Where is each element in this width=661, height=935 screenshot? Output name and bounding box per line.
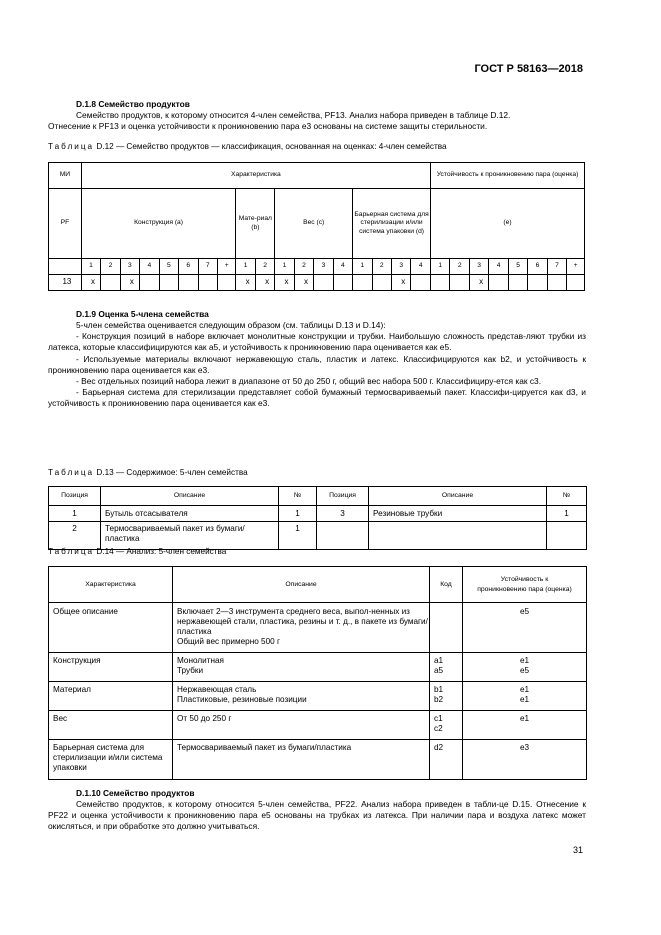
code-line: c1 — [434, 714, 443, 723]
cell-desc — [173, 603, 430, 653]
cell-desc — [173, 740, 430, 780]
num-cell: 4 — [411, 259, 431, 275]
mark-cell: x — [81, 275, 100, 291]
t12-number-row — [49, 259, 585, 275]
num-cell: 1 — [236, 259, 255, 275]
t13-h-no: № — [279, 487, 317, 506]
num-cell: 3 — [314, 259, 333, 275]
d110-line-1: Семейство продуктов, к которому относится 5-член семейства, PF22. Анализ набора приведен в табли-це D.15. Отнесение к PF22 и оценка устойчивости к проникновению пара e5 основаны на трубках из латекса. При наличии пара и воздуха латекс может окисляться, и при обработке это должно учитываться. — [48, 799, 586, 832]
cell-code — [430, 682, 463, 711]
desc-line: Включает 2—3 инструмента среднего веса, выпол-ненных из нержавеющей стали, пластика, резины и т. д., в пакете из бумаги/пластика — [177, 607, 428, 636]
code-line: a1 — [434, 656, 444, 665]
t12-blank-cell — [49, 259, 82, 275]
code-line: c2 — [434, 724, 443, 733]
cell-res — [463, 653, 587, 682]
section-d110-text — [48, 799, 586, 833]
res-line: e1 — [519, 685, 530, 694]
cell-desc — [173, 682, 430, 711]
table-row — [49, 711, 587, 740]
d19-line-2: - Конструкция позиций в наборе включает монолитные конструкции и трубки. Наибольшую сложность представ-ляют трубки из латекса, которые классифицируются как а5, и устойчивость к проникновению пара оценивается как e5. — [48, 331, 586, 353]
num-cell: 4 — [333, 259, 352, 275]
num-cell: 2 — [372, 259, 391, 275]
num-cell: 5 — [508, 259, 527, 275]
t14-h-desc: Описание — [173, 567, 430, 603]
desc-line: Нержавеющая сталь — [177, 685, 257, 694]
cell-code — [430, 711, 463, 740]
row-pf: 13 — [49, 275, 82, 291]
num-cell: 4 — [489, 259, 508, 275]
t12-mi: МИ — [49, 163, 82, 189]
mark-cell — [140, 275, 159, 291]
section-d18-title: D.1.8 Семейство продуктов — [76, 99, 190, 109]
num-cell: 2 — [255, 259, 274, 275]
mark-cell: x — [120, 275, 139, 291]
cell-desc — [369, 522, 547, 550]
mark-cell — [314, 275, 333, 291]
table-d13 — [48, 486, 587, 550]
d18-line-2: Отнесение к PF13 и оценка устойчивости к проникновению пара e3 основаны на системе защиты стерильности. — [48, 121, 488, 132]
mark-cell: x — [392, 275, 411, 291]
table-d13-caption — [48, 468, 248, 477]
d18-line-1: Семейство продуктов, к которому относится 4-член семейства, PF13. Анализ набора приведен в таблице D.12. — [76, 110, 511, 120]
num-cell: 7 — [198, 259, 217, 275]
caption-label: Таблица — [48, 547, 95, 556]
table-d14 — [48, 566, 587, 780]
cell-code — [430, 740, 463, 780]
t12-characteristics: Характеристика — [81, 163, 430, 189]
num-cell: + — [217, 259, 235, 275]
table-row — [49, 506, 587, 522]
num-cell: + — [567, 259, 585, 275]
num-cell: 6 — [528, 259, 547, 275]
num-cell: 4 — [140, 259, 159, 275]
desc-line: Термосвариваемый пакет из бумаги/пластика — [177, 743, 352, 752]
cell-res — [463, 682, 587, 711]
t12-construction: Конструкция (a) — [81, 189, 236, 259]
num-cell: 2 — [101, 259, 120, 275]
t12-barrier: Барьерная система для стерилизации и/или система упаковки (d) — [353, 189, 431, 259]
t13-h-no: № — [547, 487, 587, 506]
num-cell: 5 — [159, 259, 178, 275]
table-d14-caption — [48, 547, 226, 556]
t14-h-res: Устойчивость к проникновению пара (оценка) — [463, 567, 587, 603]
cell-char: Барьерная система для стерилизации и/или система упаковки — [49, 740, 173, 780]
caption-text: D.14 — Анализ: 5-член семейства — [94, 547, 227, 556]
cell-desc — [173, 711, 430, 740]
num-cell: 1 — [353, 259, 372, 275]
t13-h-pos: Позиция — [317, 487, 369, 506]
table-row — [49, 603, 587, 653]
desc-line: Пластиковые, резиновые позиции — [177, 695, 307, 704]
res-line: e5 — [519, 607, 530, 616]
d19-line-3: - Используемые материалы включают нержавеющую сталь, пластик и латекс. Классифицируются как b2, и устойчивость к проникновению пара оценивается как e3. — [48, 353, 586, 375]
mark-cell — [333, 275, 352, 291]
mark-cell — [411, 275, 431, 291]
code-line: d2 — [434, 743, 444, 752]
cell-desc: Бутыль отсасывателя — [101, 506, 279, 522]
res-line: e1 — [519, 714, 530, 723]
res-line: e3 — [519, 743, 530, 752]
mark-cell — [547, 275, 566, 291]
mark-cell: x — [255, 275, 274, 291]
t13-h-pos: Позиция — [49, 487, 101, 506]
num-cell: 3 — [392, 259, 411, 275]
cell-res — [463, 711, 587, 740]
mark-cell — [217, 275, 235, 291]
table-row — [49, 522, 587, 550]
mark-cell: x — [275, 275, 294, 291]
mark-cell — [431, 275, 450, 291]
cell-pos — [317, 522, 369, 550]
caption-text: D.13 — Содержимое: 5-член семейства — [94, 468, 248, 477]
t14-h-code: Код — [430, 567, 463, 603]
mark-cell — [353, 275, 372, 291]
d19-line-1: 5-член семейства оценивается следующим образом (см. таблицы D.13 и D.14): — [76, 320, 386, 330]
num-cell: 1 — [431, 259, 450, 275]
t12-resistance: Устойчивость к проникновению пара (оценка) — [431, 163, 585, 189]
mark-cell — [450, 275, 469, 291]
mark-cell — [372, 275, 391, 291]
num-cell: 2 — [294, 259, 313, 275]
cell-char: Вес — [49, 711, 173, 740]
table-d12-caption — [48, 142, 447, 151]
desc-line: Монолитная — [177, 656, 224, 665]
section-d19-title: D.1.9 Оценка 5-члена семейства — [76, 309, 209, 319]
mark-cell — [567, 275, 585, 291]
t12-pf: PF — [49, 189, 82, 259]
page-number: 31 — [572, 845, 583, 855]
cell-desc: Термосвариваемый пакет из бумаги/пластика — [101, 522, 279, 550]
table-row — [49, 682, 587, 711]
cell-code — [430, 653, 463, 682]
t12-e: (e) — [431, 189, 585, 259]
mark-cell — [489, 275, 508, 291]
res-line: e5 — [519, 666, 530, 675]
mark-cell — [179, 275, 198, 291]
t12-data-row — [49, 275, 585, 291]
table-row — [49, 653, 587, 682]
num-cell: 1 — [275, 259, 294, 275]
num-cell: 1 — [81, 259, 100, 275]
code-line: b2 — [434, 695, 444, 704]
cell-desc — [173, 653, 430, 682]
num-cell: 6 — [179, 259, 198, 275]
cell-pos: 1 — [49, 506, 101, 522]
mark-cell — [159, 275, 178, 291]
d19-line-5: - Барьерная система для стерилизации представляет собой бумажный термосвариваемый пакет. Классифи-цируется как d3, и устойчивость к проникновению пара оценивается как e3. — [48, 387, 586, 409]
d19-line-4: - Вес отдельных позиций набора лежит в диапазоне от 50 до 250 г, общий вес набора 500 г. Классифициру-ется как c3. — [76, 376, 542, 387]
table-d12 — [48, 162, 585, 291]
section-d19-text — [48, 320, 586, 410]
table-row — [49, 740, 587, 780]
res-line: e1 — [519, 695, 530, 704]
mark-cell: x — [294, 275, 313, 291]
mark-cell: x — [469, 275, 488, 291]
desc-line: От 50 до 250 г — [177, 714, 232, 723]
t14-h-char: Характеристика — [49, 567, 173, 603]
mark-cell: x — [236, 275, 255, 291]
cell-res — [463, 603, 587, 653]
num-cell: 3 — [469, 259, 488, 275]
cell-res — [463, 740, 587, 780]
section-d18-text — [48, 110, 586, 132]
caption-label: Таблица — [48, 142, 95, 151]
mark-cell — [528, 275, 547, 291]
cell-code — [430, 603, 463, 653]
standard-header: ГОСТ Р 58163—2018 — [474, 63, 583, 75]
caption-text: D.12 — Семейство продуктов — классификация, основанная на оценках: 4-член семейства — [94, 142, 447, 151]
mark-cell — [198, 275, 217, 291]
cell-char: Конструкция — [49, 653, 173, 682]
num-cell: 2 — [450, 259, 469, 275]
t13-h-desc: Описание — [369, 487, 547, 506]
cell-no: 1 — [279, 522, 317, 550]
caption-label: Таблица — [48, 468, 95, 477]
code-line: a5 — [434, 666, 444, 675]
cell-no: 1 — [547, 506, 587, 522]
num-cell: 3 — [120, 259, 139, 275]
desc-line: Общий вес примерно 500 г — [177, 637, 280, 646]
num-cell: 7 — [547, 259, 566, 275]
mark-cell — [101, 275, 120, 291]
code-line: b1 — [434, 685, 444, 694]
cell-char: Материал — [49, 682, 173, 711]
mark-cell — [508, 275, 527, 291]
cell-no — [547, 522, 587, 550]
t13-h-desc: Описание — [101, 487, 279, 506]
cell-no: 1 — [279, 506, 317, 522]
t12-weight: Вес (c) — [275, 189, 353, 259]
cell-pos: 2 — [49, 522, 101, 550]
res-line: e1 — [519, 656, 530, 665]
t12-material: Мате-риал (b) — [236, 189, 275, 259]
desc-line: Трубки — [177, 666, 204, 675]
cell-char: Общее описание — [49, 603, 173, 653]
section-d110-title: D.1.10 Семейство продуктов — [76, 788, 195, 798]
cell-pos: 3 — [317, 506, 369, 522]
cell-desc: Резиновые трубки — [369, 506, 547, 522]
